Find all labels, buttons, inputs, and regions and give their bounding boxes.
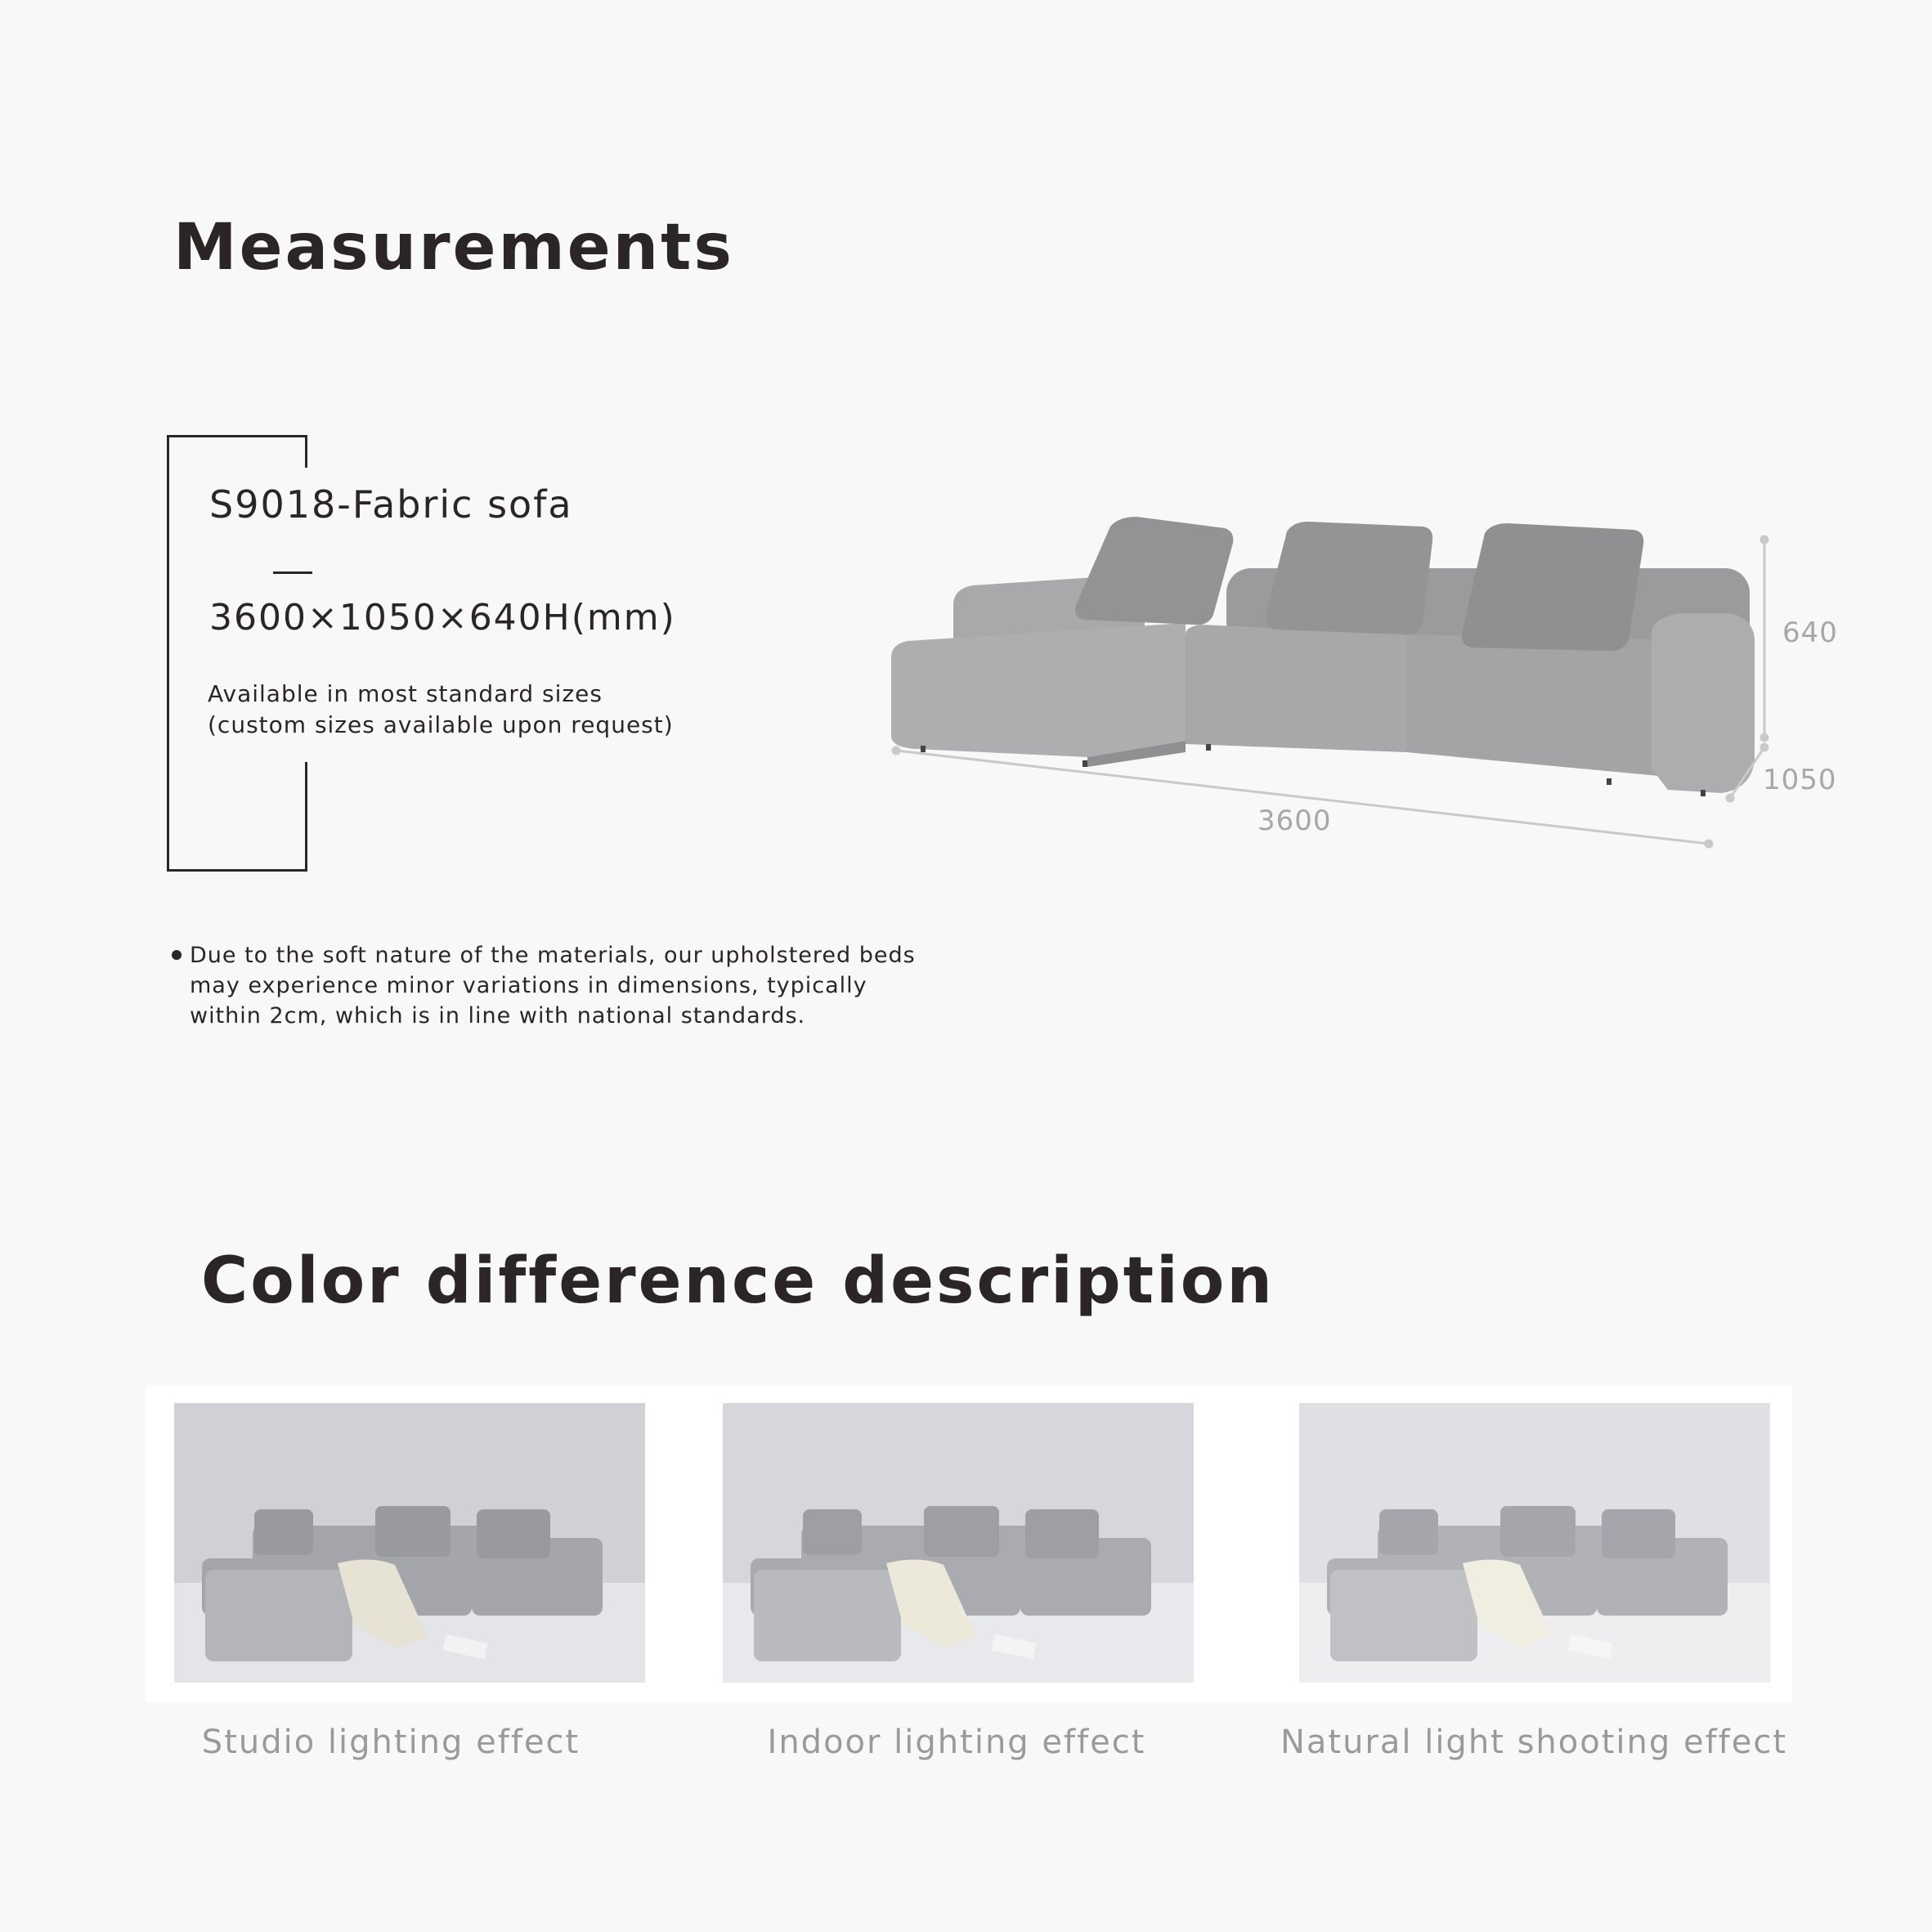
- color-difference-title: Color difference description: [201, 1244, 1275, 1318]
- natural-light-caption: Natural light shooting effect: [1280, 1724, 1788, 1761]
- depth-dimension-label: 1050: [1763, 764, 1837, 796]
- model-name: S9018-Fabric sofa: [209, 482, 573, 527]
- note-line-2: may experience minor variations in dimensions, typically: [190, 973, 867, 998]
- indoor-lighting-photo: [723, 1403, 1194, 1683]
- studio-lighting-caption: Studio lighting effect: [201, 1724, 580, 1761]
- sofa-illustration: [891, 517, 1755, 796]
- divider-dash: [273, 572, 312, 574]
- note-line-3: within 2cm, which is in line with national standards.: [190, 1003, 806, 1029]
- natural-light-photo: [1299, 1403, 1770, 1683]
- dimension-note: [190, 940, 916, 1031]
- spec-bracket-top-tick: [305, 435, 307, 468]
- indoor-lighting-caption: Indoor lighting effect: [767, 1724, 1146, 1761]
- availability-text: [208, 679, 674, 741]
- height-dimension-label: 640: [1782, 616, 1838, 649]
- measurements-title: Measurements: [173, 211, 734, 285]
- dimensions-text: 3600×1050×640H(mm): [209, 597, 676, 639]
- spec-bracket-bottom-tick: [305, 762, 307, 872]
- availability-line-2: (custom sizes available upon request): [208, 711, 674, 738]
- note-line-1: Due to the soft nature of the materials, our upholstered beds: [190, 943, 916, 968]
- note-bullet: [172, 950, 182, 960]
- width-dimension-label: 3600: [1257, 805, 1332, 837]
- availability-line-1: Available in most standard sizes: [208, 680, 603, 707]
- studio-lighting-photo: [174, 1403, 645, 1683]
- sofa-dimension-drawing: [883, 507, 1848, 858]
